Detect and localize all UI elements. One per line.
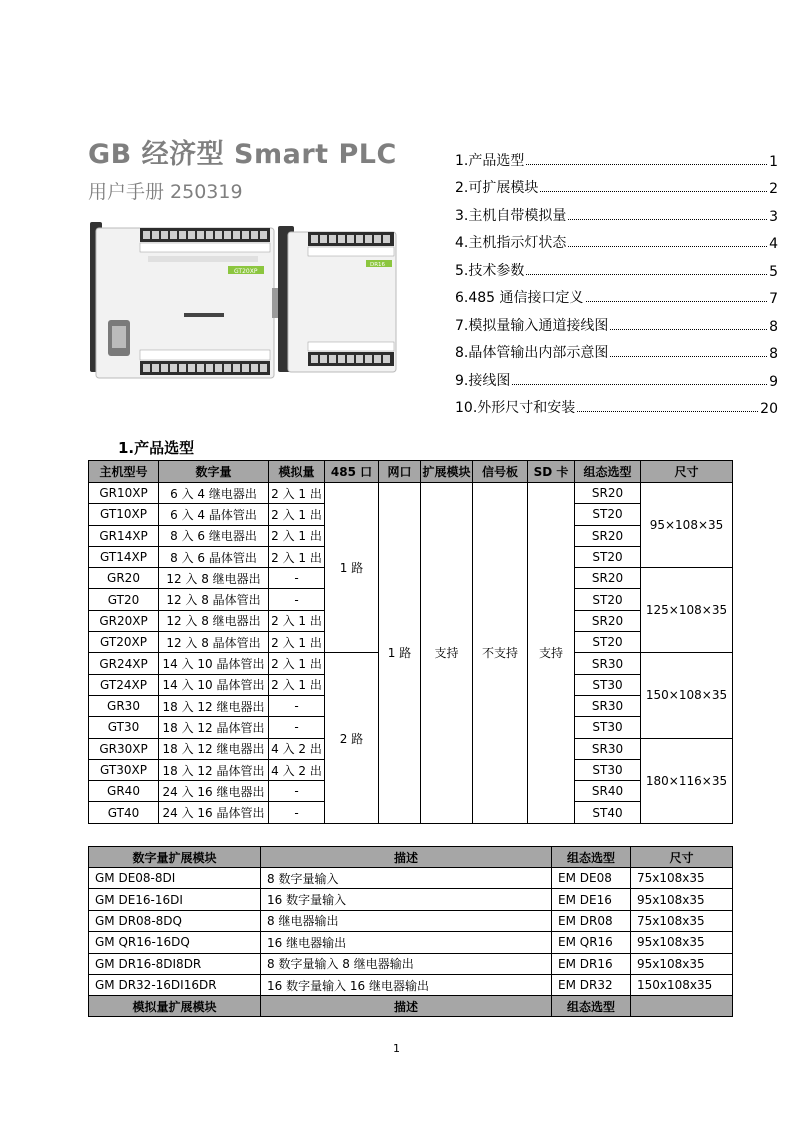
- toc-page: 8: [769, 318, 778, 335]
- toc-label: 8.晶体管输出内部示意图: [455, 345, 609, 361]
- col-header: 描述: [261, 847, 552, 868]
- cell-model: GT30XP: [89, 759, 159, 780]
- cell-model: GR30XP: [89, 738, 159, 759]
- col-header: 描述: [261, 996, 552, 1017]
- cell-analog: 2 入 1 出: [269, 632, 325, 653]
- cell-module: GM DR08-8DQ: [89, 910, 261, 931]
- cell-size: 150×108×35: [641, 653, 733, 738]
- cell-description: 8 数字量输入: [261, 868, 552, 889]
- cell-size: 95x108x35: [631, 889, 733, 910]
- col-header: 组态选型: [552, 996, 631, 1017]
- cell-size: 75x108x35: [631, 910, 733, 931]
- col-header: 主机型号: [89, 461, 159, 483]
- cell-model: GT20XP: [89, 632, 159, 653]
- cell-model: GR20: [89, 568, 159, 589]
- toc-label: 5.技术参数: [455, 262, 525, 279]
- cell-config: EM DR16: [552, 953, 631, 974]
- page-title: GB 经济型 Smart PLC: [88, 139, 397, 170]
- table-row: [89, 483, 733, 504]
- col-header: 网口: [379, 461, 421, 483]
- toc-entry[interactable]: [455, 142, 778, 170]
- toc-page: 20: [760, 401, 778, 417]
- table-header-row: [89, 461, 733, 483]
- cell-digital: 6 入 4 继电器出: [159, 483, 269, 504]
- toc-label: 9.接线图: [455, 372, 511, 389]
- cell-model: GT14XP: [89, 546, 159, 567]
- table-row: [89, 889, 733, 910]
- cell-module: GM DE16-16DI: [89, 889, 261, 910]
- cell-model: GR20XP: [89, 610, 159, 631]
- device-ext-label: DR16: [370, 262, 386, 268]
- cell-model: GT30: [89, 717, 159, 738]
- product-selection-table: [88, 460, 733, 824]
- cell-size: 75x108x35: [631, 868, 733, 889]
- toc-page: 7: [769, 291, 778, 307]
- cell-analog: 2 入 1 出: [269, 610, 325, 631]
- cell-config: EM DE08: [552, 868, 631, 889]
- table-header-row: [89, 996, 733, 1017]
- cell-analog: -: [269, 568, 325, 589]
- cell-model: GT20: [89, 589, 159, 610]
- toc-page: 9: [769, 373, 778, 390]
- table-row: [89, 974, 733, 995]
- toc-entry[interactable]: [455, 362, 778, 390]
- cell-description: 8 数字量输入 8 继电器输出: [261, 953, 552, 974]
- col-header: 数字量扩展模块: [89, 847, 261, 868]
- cell-config: EM DR08: [552, 910, 631, 931]
- cell-config: ST30: [575, 717, 641, 738]
- col-header: 485 口: [325, 461, 379, 483]
- toc-entry[interactable]: [455, 252, 778, 280]
- table-header-row: [89, 847, 733, 868]
- cell-digital: 14 入 10 晶体管出: [159, 674, 269, 695]
- toc-entry[interactable]: [455, 335, 778, 363]
- toc-page: 4: [769, 236, 778, 252]
- cell-module: GM QR16-16DQ: [89, 932, 261, 953]
- cell-model: GR14XP: [89, 525, 159, 546]
- cell-sd-card: 支持: [528, 483, 575, 824]
- cell-model: GR24XP: [89, 653, 159, 674]
- cell-config: SR30: [575, 738, 641, 759]
- cell-size: 180×116×35: [641, 738, 733, 823]
- table-row: [89, 953, 733, 974]
- table-row: [89, 932, 733, 953]
- table-of-contents: [455, 142, 778, 417]
- col-header: 尺寸: [641, 461, 733, 483]
- cell-analog: -: [269, 695, 325, 716]
- cell-analog: -: [269, 589, 325, 610]
- cell-config: ST40: [575, 802, 641, 823]
- cell-size: 95x108x35: [631, 932, 733, 953]
- table-row: [89, 910, 733, 931]
- cell-digital: 18 入 12 晶体管出: [159, 759, 269, 780]
- cell-model: GR10XP: [89, 483, 159, 504]
- cell-description: 16 数字量输入: [261, 889, 552, 910]
- toc-label: 7.模拟量输入通道接线图: [455, 317, 609, 334]
- col-header: 组态选型: [575, 461, 641, 483]
- plc-device-image: [88, 218, 400, 388]
- cell-module: GM DE08-8DI: [89, 868, 261, 889]
- cell-digital: 12 入 8 继电器出: [159, 568, 269, 589]
- cell-expansion: 支持: [421, 483, 473, 824]
- cell-digital: 18 入 12 继电器出: [159, 738, 269, 759]
- cell-config: SR20: [575, 610, 641, 631]
- cell-digital: 24 入 16 继电器出: [159, 781, 269, 802]
- col-header: SD 卡: [528, 461, 575, 483]
- cell-model: GT40: [89, 802, 159, 823]
- toc-label: 6.485 通信接口定义: [455, 290, 584, 306]
- col-header: 模拟量扩展模块: [89, 996, 261, 1017]
- cell-config: SR30: [575, 653, 641, 674]
- col-header: 数字量: [159, 461, 269, 483]
- cell-module: GM DR16-8DI8DR: [89, 953, 261, 974]
- cell-signal-board: 不支持: [473, 483, 528, 824]
- cell-analog: 2 入 1 出: [269, 504, 325, 525]
- col-header: [631, 996, 733, 1017]
- cell-digital: 12 入 8 晶体管出: [159, 589, 269, 610]
- cell-config: SR20: [575, 483, 641, 504]
- cell-config: ST30: [575, 759, 641, 780]
- cell-analog: 4 入 2 出: [269, 759, 325, 780]
- cell-digital: 18 入 12 晶体管出: [159, 717, 269, 738]
- toc-page: 8: [769, 346, 778, 362]
- cell-digital: 8 入 6 晶体管出: [159, 546, 269, 567]
- toc-label: 4.主机指示灯状态: [455, 235, 567, 251]
- cell-485: 1 路: [325, 483, 379, 653]
- cell-digital: 6 入 4 晶体管出: [159, 504, 269, 525]
- cell-digital: 24 入 16 晶体管出: [159, 802, 269, 823]
- cell-size: 95x108x35: [631, 953, 733, 974]
- toc-entry[interactable]: [455, 170, 778, 198]
- page-subtitle: 用户手册 250319: [88, 181, 243, 203]
- cell-analog: -: [269, 717, 325, 738]
- cell-digital: 12 入 8 晶体管出: [159, 632, 269, 653]
- cell-config: EM DE16: [552, 889, 631, 910]
- cell-module: GM DR32-16DI16DR: [89, 974, 261, 995]
- cell-model: GT24XP: [89, 674, 159, 695]
- cell-digital: 12 入 8 继电器出: [159, 610, 269, 631]
- section-heading: 1.产品选型: [118, 439, 195, 457]
- cell-digital: 8 入 6 继电器出: [159, 525, 269, 546]
- cell-config: EM DR32: [552, 974, 631, 995]
- cell-description: 16 继电器输出: [261, 932, 552, 953]
- cell-config: SR30: [575, 695, 641, 716]
- cell-description: 8 继电器输出: [261, 910, 552, 931]
- cell-model: GR40: [89, 781, 159, 802]
- col-header: 组态选型: [552, 847, 631, 868]
- cell-lan: 1 路: [379, 483, 421, 824]
- toc-label: 2.可扩展模块: [455, 180, 539, 196]
- cell-config: SR40: [575, 781, 641, 802]
- toc-entry[interactable]: [455, 390, 778, 418]
- col-header: 扩展模块: [421, 461, 473, 483]
- cell-485: 2 路: [325, 653, 379, 823]
- cell-size: 125×108×35: [641, 568, 733, 653]
- cell-analog: 2 入 1 出: [269, 546, 325, 567]
- cell-analog: 4 入 2 出: [269, 738, 325, 759]
- cell-analog: 2 入 1 出: [269, 653, 325, 674]
- device-main-label: GT20XP: [234, 268, 258, 275]
- cell-digital: 14 入 10 晶体管出: [159, 653, 269, 674]
- toc-page: 3: [769, 208, 778, 225]
- cell-config: ST20: [575, 632, 641, 653]
- cell-analog: -: [269, 781, 325, 802]
- toc-entry[interactable]: [455, 225, 778, 253]
- toc-label: 1.产品选型: [455, 152, 525, 169]
- cell-size: 150x108x35: [631, 974, 733, 995]
- col-header: 模拟量: [269, 461, 325, 483]
- cell-digital: 18 入 12 继电器出: [159, 695, 269, 716]
- toc-page: 5: [769, 263, 778, 280]
- cell-description: 16 数字量输入 16 继电器输出: [261, 974, 552, 995]
- cell-config: EM QR16: [552, 932, 631, 953]
- cell-size: 95×108×35: [641, 483, 733, 568]
- table-row: [89, 868, 733, 889]
- toc-label: 3.主机自带模拟量: [455, 207, 567, 224]
- toc-entry[interactable]: [455, 307, 778, 335]
- col-header: 信号板: [473, 461, 528, 483]
- cell-analog: 2 入 1 出: [269, 483, 325, 504]
- cell-config: SR20: [575, 568, 641, 589]
- cell-config: ST20: [575, 546, 641, 567]
- toc-entry[interactable]: [455, 280, 778, 308]
- cell-model: GR30: [89, 695, 159, 716]
- cell-model: GT10XP: [89, 504, 159, 525]
- toc-entry[interactable]: [455, 197, 778, 225]
- page-number: 1: [393, 1042, 400, 1055]
- toc-page: 2: [769, 181, 778, 197]
- cell-config: ST20: [575, 504, 641, 525]
- toc-page: 1: [769, 153, 778, 170]
- cell-config: ST20: [575, 589, 641, 610]
- col-header: 尺寸: [631, 847, 733, 868]
- cell-analog: 2 入 1 出: [269, 674, 325, 695]
- cell-config: ST30: [575, 674, 641, 695]
- toc-label: 10.外形尺寸和安装: [455, 400, 576, 416]
- cell-analog: 2 入 1 出: [269, 525, 325, 546]
- cell-config: SR20: [575, 525, 641, 546]
- cell-analog: -: [269, 802, 325, 823]
- expansion-module-table: [88, 846, 733, 1017]
